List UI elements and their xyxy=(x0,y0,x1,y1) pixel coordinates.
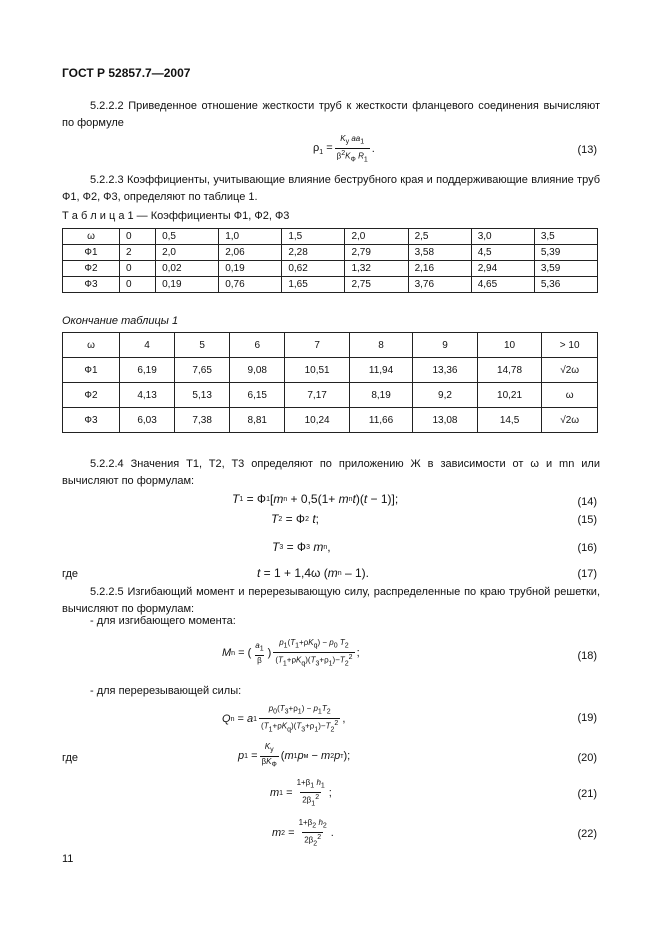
table-cell: 2,0 xyxy=(345,229,408,245)
bullet-force: - для перерезывающей силы: xyxy=(90,685,242,697)
eq-number-21: (21) xyxy=(577,788,597,800)
table-cell: 1,32 xyxy=(345,261,408,277)
table-cell: 3,58 xyxy=(408,245,471,261)
table-cell: 0 xyxy=(120,277,156,293)
eq-number-13: (13) xyxy=(577,144,597,156)
table-row xyxy=(63,245,598,261)
table-cell: 10 xyxy=(477,333,542,358)
formula-22-body: m 2 = $\frac{1+\beta_2 h_2}{2\beta_2^2}$ . xyxy=(272,818,334,847)
table-cell: 6,03 xyxy=(120,408,175,433)
table-cell: > 10 xyxy=(542,333,598,358)
table-cell: √2ω xyxy=(542,408,598,433)
table-cell: 0,19 xyxy=(156,277,219,293)
table-cell: 0 xyxy=(120,261,156,277)
row-label: Ф2 xyxy=(63,383,120,408)
formula-20-body: p 1 = $\frac{K_y}{\beta K_Ф}$ ( m 1 p м − m 2 p т ); xyxy=(238,742,351,769)
formula-21 xyxy=(0,778,661,810)
table-cell: 9 xyxy=(413,333,478,358)
table-cell: 1,5 xyxy=(282,229,345,245)
table-cell: 0,5 xyxy=(156,229,219,245)
table-cell: √2ω xyxy=(542,358,598,383)
paragraph-5-2-2-4: 5.2.2.4 Значения T1, T2, T3 определяют по приложению Ж в зависимости от ω и mn или вычисляют по формулам: xyxy=(62,458,600,487)
table-cell: 7,38 xyxy=(175,408,230,433)
eq-number-22: (22) xyxy=(577,828,597,840)
formula-15-body: T 2 = Ф 2 t ; xyxy=(271,512,319,526)
table-cell: 3,0 xyxy=(471,229,534,245)
table-cell: 2 xyxy=(120,245,156,261)
table-cell: 2,94 xyxy=(471,261,534,277)
row-label: Ф3 xyxy=(63,277,120,293)
table-cell: 3,59 xyxy=(534,261,597,277)
table-row xyxy=(63,333,598,358)
table-cell: 2,28 xyxy=(282,245,345,261)
table-cell: 7,65 xyxy=(175,358,230,383)
table-cell: 8,19 xyxy=(349,383,412,408)
where-label: где xyxy=(62,568,79,580)
table-cell: 2,79 xyxy=(345,245,408,261)
table2-caption: Окончание таблицы 1 xyxy=(62,315,179,327)
table-cell: 8,81 xyxy=(230,408,285,433)
table-cell: 0,02 xyxy=(156,261,219,277)
table-cell: 0,62 xyxy=(282,261,345,277)
formula-16-body: T 3 = Ф 3 m n , xyxy=(272,540,331,554)
table-cell: 5,39 xyxy=(534,245,597,261)
table-row xyxy=(63,277,598,293)
table-cell: 7 xyxy=(285,333,350,358)
table-cell: 5 xyxy=(175,333,230,358)
table-cell: 2,06 xyxy=(219,245,282,261)
eq-number-20: (20) xyxy=(577,752,597,764)
table-cell: 3,5 xyxy=(534,229,597,245)
table-cell: 10,24 xyxy=(285,408,350,433)
table-cell: 1,0 xyxy=(219,229,282,245)
table-cell: 3,76 xyxy=(408,277,471,293)
table-cell: 0 xyxy=(120,229,156,245)
formula-15 xyxy=(0,510,661,538)
row-label: Ф1 xyxy=(63,358,120,383)
table-cell: 8 xyxy=(349,333,412,358)
formula-16 xyxy=(0,536,661,564)
row-label: Ф1 xyxy=(63,245,120,261)
row-label: Ф3 xyxy=(63,408,120,433)
formula-19-body: Q n = a 1 $\frac{p_0(T_3+\rho_1) - p_1T_2}{(T_1+\rho K_q)(T_3+\rho_1)-T_2^2}$ , xyxy=(222,704,346,733)
formula-20 xyxy=(0,742,661,774)
formula-13-body: $\rho_1$ = $\frac{K_y aa_1}{\beta^2K_Ф R_1}$ . xyxy=(313,134,375,163)
table-cell: 5,13 xyxy=(175,383,230,408)
table-cell: 4,5 xyxy=(471,245,534,261)
table-cell: 2,16 xyxy=(408,261,471,277)
table-cell: 11,66 xyxy=(349,408,412,433)
paragraph-5-2-2-2: 5.2.2.2 Приведенное отношение жесткости труб к жесткости фланцевого соединения вычисляют по формуле xyxy=(62,100,600,129)
table-cell: 9,2 xyxy=(413,383,478,408)
table-1-continuation xyxy=(62,332,598,433)
table-cell: 10,21 xyxy=(477,383,542,408)
table-cell: 6,19 xyxy=(120,358,175,383)
formula-14-body: T 1 = Ф 1 [ m n + 0,5(1+ m n t )( t − 1)]; xyxy=(232,492,399,506)
table-cell: 0,76 xyxy=(219,277,282,293)
table1-caption: Т а б л и ц а 1 — Коэффициенты Ф1, Ф2, Ф3 xyxy=(62,210,290,222)
row-label: Ф2 xyxy=(63,261,120,277)
table-cell: 6 xyxy=(230,333,285,358)
table-cell: 9,08 xyxy=(230,358,285,383)
table-row xyxy=(63,383,598,408)
table-cell: 14,5 xyxy=(477,408,542,433)
eq-number-17: (17) xyxy=(577,568,597,580)
where-label-2: где xyxy=(62,752,79,764)
eq-number-18: (18) xyxy=(577,650,597,662)
row-label: ω xyxy=(63,229,120,245)
table-cell: 10,51 xyxy=(285,358,350,383)
row-label: ω xyxy=(63,333,120,358)
formula-18-body: M n = ( $\frac{a_1}{\beta}$ ) $\frac{p_1(T_1+\rho K_q) - p_0 T_2}{(T_1+\rho K_q)(T_3+\rho_1)-T_2^2}$ ; xyxy=(222,638,360,667)
paragraph-5-2-2-5: 5.2.2.5 Изгибающий момент и перерезывающую силу, распределенные по краю трубной решетки, вычисляют по формулам: xyxy=(62,586,600,615)
eq-number-15: (15) xyxy=(577,514,597,526)
table-cell: 2,5 xyxy=(408,229,471,245)
table-cell: 1,65 xyxy=(282,277,345,293)
table-cell: 13,08 xyxy=(413,408,478,433)
formula-18 xyxy=(0,634,661,674)
table-cell: 4,65 xyxy=(471,277,534,293)
formula-13 xyxy=(0,134,661,162)
table-cell: 4 xyxy=(120,333,175,358)
table-cell: 5,36 xyxy=(534,277,597,293)
eq-number-16: (16) xyxy=(577,542,597,554)
eq-number-14: (14) xyxy=(577,496,597,508)
table-cell: 7,17 xyxy=(285,383,350,408)
document-header: ГОСТ Р 52857.7—2007 xyxy=(62,66,191,80)
formula-22 xyxy=(0,818,661,850)
formula-17-body: t = 1 + 1,4ω ( m n – 1). xyxy=(257,566,370,580)
table-row xyxy=(63,229,598,245)
table-cell: 2,0 xyxy=(156,245,219,261)
table-cell: 2,75 xyxy=(345,277,408,293)
table-cell: 0,19 xyxy=(219,261,282,277)
paragraph-5-2-2-3: 5.2.2.3 Коэффициенты, учитывающие влияние беструбного края и поддерживающие влияние труб Ф1, Ф2, Ф3, определяют по таблице 1. xyxy=(62,174,600,203)
table-cell: 4,13 xyxy=(120,383,175,408)
eq-number-19: (19) xyxy=(577,712,597,724)
table-cell: 14,78 xyxy=(477,358,542,383)
bullet-moment: - для изгибающего момента: xyxy=(90,615,236,627)
formula-21-body: m 1 = $\frac{1+\beta_1 h_1}{2\beta_1^2}$ ; xyxy=(270,778,332,807)
table-cell: 6,15 xyxy=(230,383,285,408)
table-cell: 11,94 xyxy=(349,358,412,383)
table-1 xyxy=(62,228,598,293)
table-cell: ω xyxy=(542,383,598,408)
table-cell: 13,36 xyxy=(413,358,478,383)
table-row xyxy=(63,261,598,277)
page-number: 11 xyxy=(62,853,74,865)
table-row xyxy=(63,358,598,383)
table-row xyxy=(63,408,598,433)
formula-19 xyxy=(0,700,661,738)
